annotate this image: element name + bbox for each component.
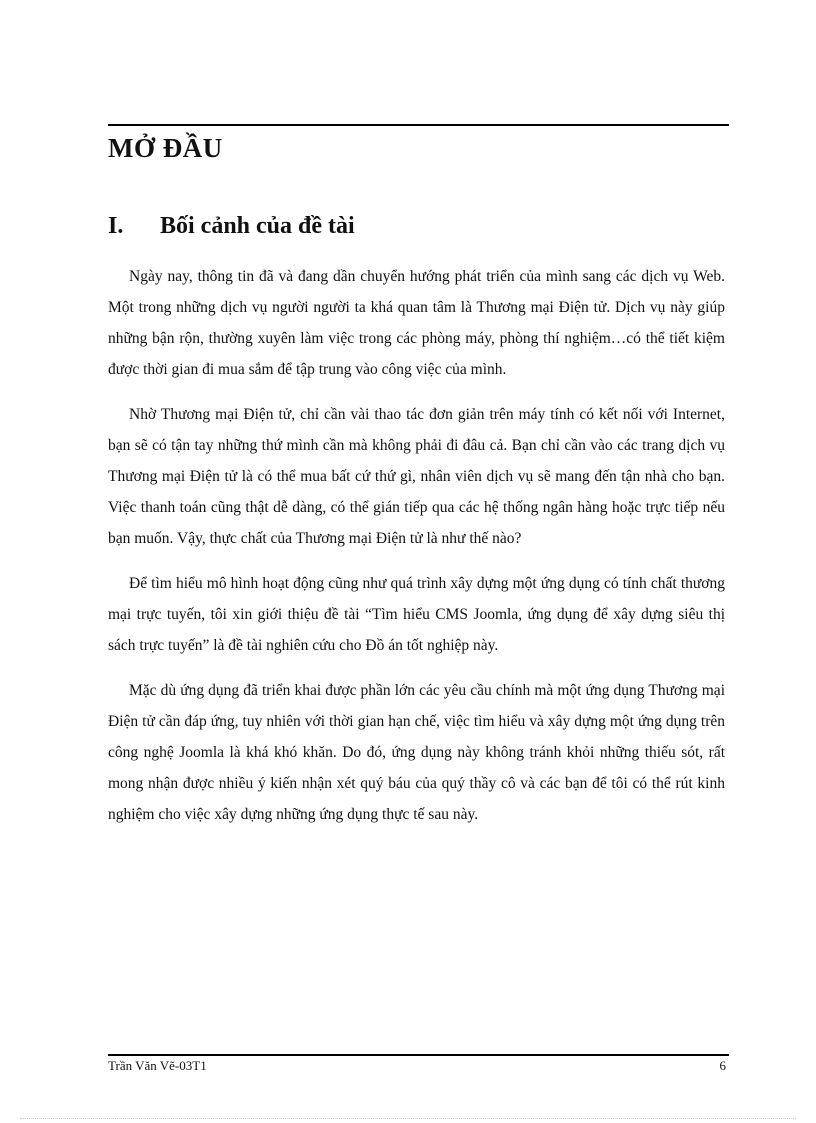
paragraph: Nhờ Thương mại Điện tử, chỉ cần vài thao tác đơn giản trên máy tính có kết nối với Internet, bạn sẽ có tận tay những thứ mình cần mà không phải đi đâu cả. Bạn chỉ cần vào các trang dịch vụ Thương mại Điện tử là có thể mua bất cứ thứ gì, nhân viên dịch vụ sẽ mang đến tận nhà cho bạn. Việc thanh toán cũng thật dễ dàng, có thể gián tiếp qua các hệ thống ngân hàng hoặc trực tiếp nếu bạn muốn. Vậy, thực chất của Thương mại Điện tử là như thế nào? [108,406,725,547]
section-title: Bối cảnh của đề tài [160,213,355,239]
section-heading [108,206,355,246]
paragraph: Mặc dù ứng dụng đã triển khai được phần lớn các yêu cầu chính mà một ứng dụng Thương mại Điện tử cần đáp ứng, tuy nhiên với thời gian hạn chế, việc tìm hiểu và xây dựng một ứng dụng trên công nghệ Joomla là khá khó khăn. Do đó, ứng dụng này không tránh khỏi những thiếu sót, rất mong nhận được nhiều ý kiến nhận xét quý báu của quý thầy cô và các bạn để tôi có thể rút kinh nghiệm cho việc xây dựng những ứng dụng thực tế sau này. [108,682,725,823]
page-boundary [20,1118,796,1119]
paragraph: Ngày nay, thông tin đã và đang dần chuyển hướng phát triển của mình sang các dịch vụ Web. Một trong những dịch vụ người người ta khá quan tâm là Thương mại Điện tử. Dịch vụ này giúp những bận rộn, thường xuyên làm việc trong các phòng máy, phòng thí nghiệm…có thể tiết kiệm được thời gian đi mua sắm để tập trung vào công việc của mình. [108,268,725,378]
chapter-title: MỞ ĐẦU [108,133,223,163]
body-text [108,261,725,844]
footer-rule [108,1054,729,1056]
section-number: I. [108,213,124,239]
footer-author: Trần Văn Vẽ-03T1 [108,1058,207,1073]
page-number: 6 [719,1058,726,1073]
paragraph: Để tìm hiểu mô hình hoạt động cũng như quá trình xây dựng một ứng dụng có tính chất thương mại trực tuyến, tôi xin giới thiệu đề tài “Tìm hiểu CMS Joomla, ứng dụng để xây dựng siêu thị sách trực tuyến” là đề tài nghiên cứu cho Đồ án tốt nghiệp này. [108,575,725,654]
header-rule [108,124,729,126]
